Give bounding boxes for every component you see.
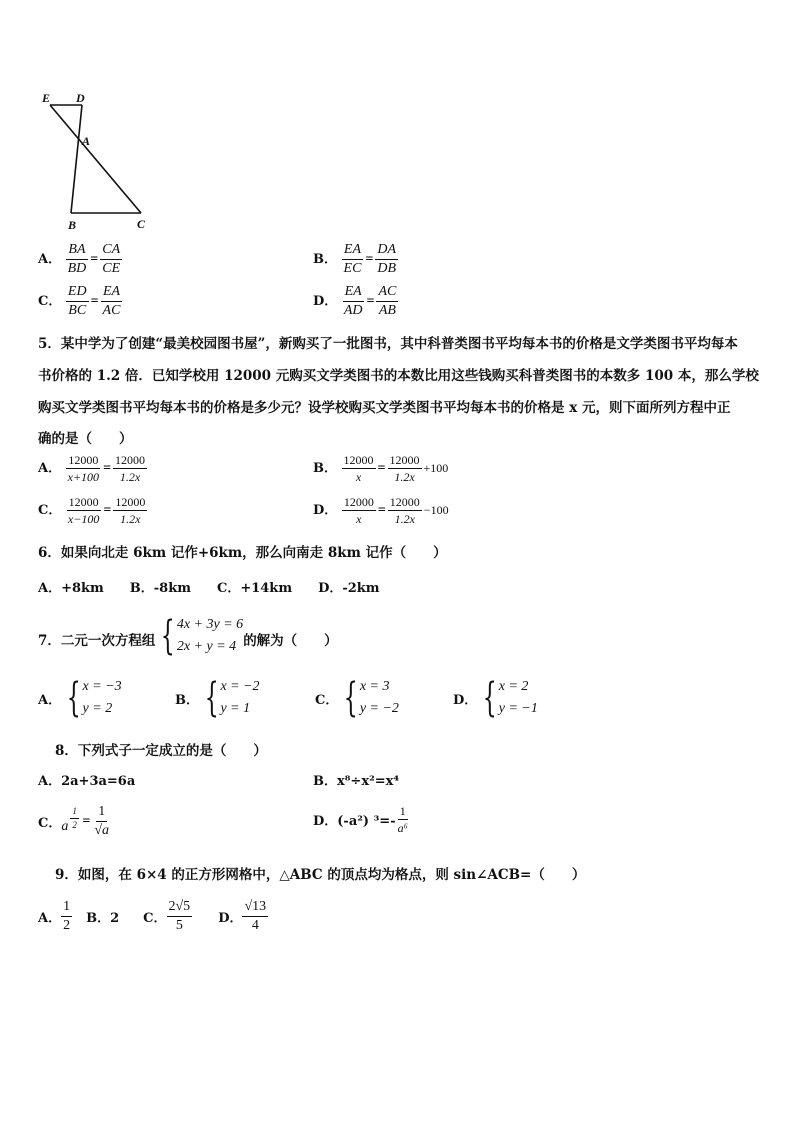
fraction: $\frac{1}{2}$ [63, 899, 71, 933]
q8-option-a[interactable]: A．2a+3a=6a [38, 774, 136, 789]
fraction: $\frac{ED}{BC}$ [67, 284, 87, 318]
fraction: $\frac{12000}{1.2x}$ [115, 495, 146, 526]
label-e: E [42, 91, 51, 105]
fraction: $\frac{EA}{EC}$ [343, 242, 362, 276]
fraction: $\frac{1}{√a}$ [94, 804, 110, 838]
q4-option-d[interactable]: D． $\frac{EA}{AD}$ = $\frac{AC}{AB}$ [313, 284, 397, 318]
q8-stem: 8．下列式子一定成立的是（ ） [55, 743, 267, 759]
fraction: $\frac{EA}{AD}$ [343, 284, 363, 318]
fraction: $\frac{EA}{AC}$ [102, 284, 121, 318]
q4-option-b[interactable]: B． $\frac{EA}{EC}$ = $\frac{DA}{DB}$ [313, 242, 397, 276]
equation-system: { x = 2 y = −1 [483, 675, 538, 721]
label-b: B [68, 218, 77, 232]
fraction: $\frac{1}{\text{a⁶}}$ [397, 804, 408, 835]
fraction: $\frac{12000}{1.2x}$ [389, 453, 420, 484]
equation-system: { 4x + 3y = 6 2x + y = 4 [161, 613, 244, 659]
fraction: $\frac{12000}{1.2x}$ [115, 453, 146, 484]
q5-line-3: 购买文学类图书平均每本书的价格是多少元？设学校购买文学类图书平均每本书的价格是 x 元，则下面所列方程中正 [38, 400, 731, 416]
q7-option-b[interactable]: B． { x = −2 y = 1 [175, 675, 260, 721]
q9-options [38, 900, 268, 933]
fraction: $\frac{CA}{CE}$ [102, 242, 121, 276]
q7-stem: 7．二元一次方程组 { 4x + 3y = 6 2x + y = 4 的解为（ ） [38, 613, 338, 659]
q9-option-b[interactable]: B．2 [86, 911, 120, 926]
fraction: $\frac{12000}{x}$ [343, 453, 374, 484]
equation-system: { x = 3 y = −2 [344, 675, 399, 721]
triangle-figure [38, 88, 158, 236]
q6-stem: 6．如果向北走 6km 记作+6km，那么向南走 8km 记作（ ） [38, 545, 447, 561]
q9-option-c[interactable]: C． $\frac{2√5}{5}$ [143, 899, 191, 933]
q6-options[interactable]: A．+8km B．-8km C．+14km D．-2km [38, 581, 380, 596]
fraction: $\frac{12000}{x-100}$ [67, 495, 100, 526]
q5-line-4: 确的是（ ） [38, 431, 133, 447]
q5-line-2: 书价格的 1.2 倍．已知学校用 12000 元购买文学类图书的本数比用这些钱购买科普类图书的本数多 100 本，那么学校 [38, 368, 759, 384]
q9-option-d[interactable]: D． $\frac{√13}{4}$ [218, 899, 267, 933]
fraction: $\frac{12000}{x+100}$ [67, 453, 100, 484]
q9-stem: 9．如图，在 6×4 的正方形网格中，△ABC 的顶点均为格点，则 sin∠ACB=（ ） [55, 867, 586, 883]
q8-option-c[interactable]: C． a $\frac{1}{2}$ = $\frac{1}{√a}$ [38, 804, 110, 838]
line-db [71, 105, 82, 213]
label-c: C [137, 217, 146, 231]
equation-system: { x = −3 y = 2 [66, 675, 122, 721]
q7-option-a[interactable]: A． { x = −3 y = 2 [38, 675, 122, 721]
q5-option-d[interactable]: D． $\frac{12000}{x}$ = $\frac{12000}{1.2x}$ −100 [313, 495, 449, 526]
fraction: $\frac{12000}{1.2x}$ [389, 495, 420, 526]
label-a: A [82, 134, 91, 148]
equation-system: { x = −2 y = 1 [204, 675, 260, 721]
fraction: $\frac{DA}{DB}$ [377, 242, 397, 276]
label-d: D [76, 91, 85, 105]
q7-option-c[interactable]: C． { x = 3 y = −2 [315, 675, 399, 721]
fraction: $\frac{12000}{x}$ [343, 495, 374, 526]
q5-option-a[interactable]: A． $\frac{12000}{x+100}$ = $\frac{12000}{1.2x}$ [38, 453, 146, 484]
q4-option-a[interactable]: A． $\frac{BA}{BD}$ = $\frac{CA}{CE}$ [38, 242, 121, 276]
q8-option-b[interactable]: B．x⁸÷x²=x⁴ [313, 774, 400, 789]
fraction: $\frac{AC}{AB}$ [378, 284, 397, 318]
q9-option-a[interactable]: A． $\frac{1}{2}$ [38, 899, 71, 933]
fraction: $\frac{√13}{4}$ [244, 899, 267, 933]
fraction: $\frac{BA}{BD}$ [67, 242, 87, 276]
q8-option-d[interactable]: D．(-a²) ³=- $\frac{1}{\text{a⁶}}$ [313, 804, 408, 835]
q7-option-d[interactable]: D． { x = 2 y = −1 [453, 675, 538, 721]
line-ec [50, 105, 141, 213]
q5-option-b[interactable]: B． $\frac{12000}{x}$ = $\frac{12000}{1.2x}$ +100 [313, 453, 449, 484]
fraction: $\frac{2√5}{5}$ [168, 899, 191, 933]
q5-option-c[interactable]: C． $\frac{12000}{x-100}$ = $\frac{12000}{1.2x}$ [38, 495, 146, 526]
q4-option-c[interactable]: C． $\frac{ED}{BC}$ = $\frac{EA}{AC}$ [38, 284, 121, 318]
q5-line-1: 5．某中学为了创建“最美校园图书屋”，新购买了一批图书，其中科普类图书平均每本书的价格是文学类图书平均每本 [38, 336, 738, 352]
